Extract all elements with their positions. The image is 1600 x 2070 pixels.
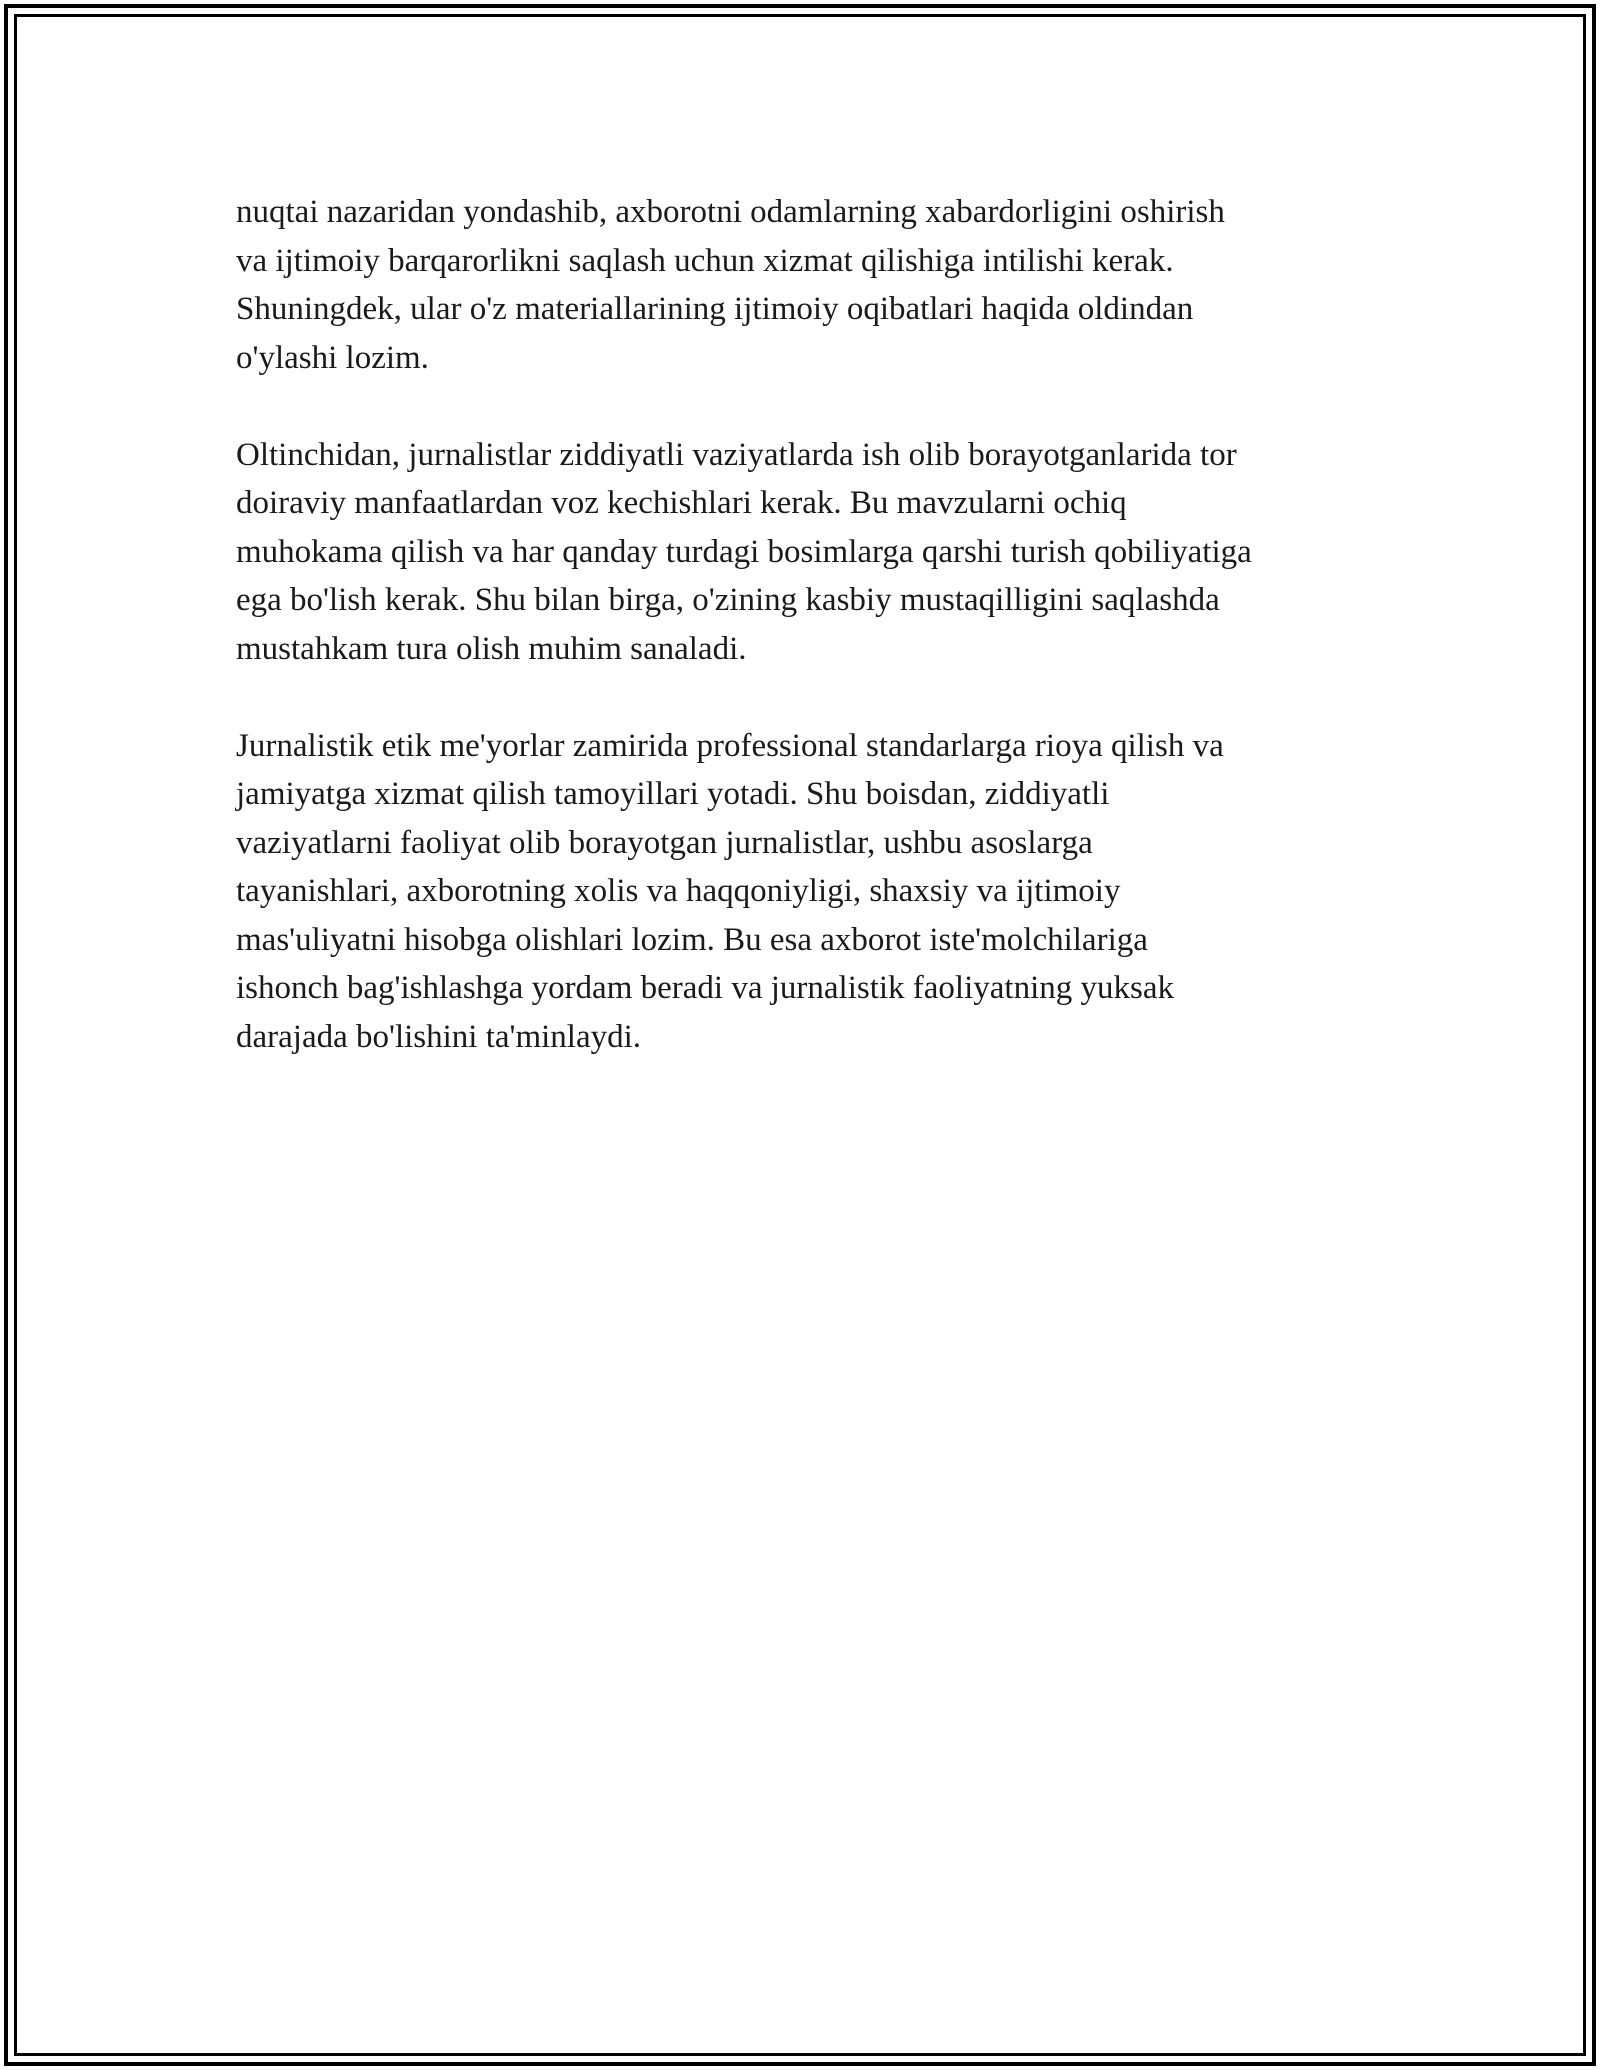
text-line: darajada bo'lishini ta'minlaydi. — [236, 1018, 642, 1055]
text-line: vaziyatlarni faoliyat olib borayotgan jurnalistlar, ushbu asoslarga — [236, 824, 1093, 861]
paragraph-1 — [236, 188, 1376, 382]
text-line: o'ylashi lozim. — [236, 339, 429, 376]
text-line: doiraviy manfaatlardan voz kechishlari kerak. Bu mavzularni ochiq — [236, 485, 1127, 521]
text-line: Oltinchidan, jurnalistlar ziddiyatli vaziyatlarda ish olib borayotganlarida tor — [236, 436, 1237, 473]
text-line: muhokama qilish va har qanday turdagi bosimlarga qarshi turish qobiliyatiga — [236, 533, 1252, 570]
paragraph-3 — [236, 722, 1376, 1062]
text-line: mustahkam tura olish muhim sanaladi. — [236, 630, 747, 667]
text-line: Jurnalistik etik me'yorlar zamirida professional standarlarga rioya qilish va — [236, 727, 1224, 764]
text-line: ega bo'lish kerak. Shu bilan birga, o'zining kasbiy mustaqilligini saqlashda — [236, 582, 1220, 618]
text-line: tayanishlari, axborotning xolis va haqqoniyligi, shaxsiy va ijtimoiy — [236, 873, 1121, 909]
text-line: Shuningdek, ular o'z materiallarining ijtimoiy oqibatlari haqida oldindan — [236, 291, 1194, 327]
text-line: mas'uliyatni hisobga olishlari lozim. Bu esa axborot iste'molchilariga — [236, 921, 1148, 958]
text-line: nuqtai nazaridan yondashib, axborotni odamlarning xabardorligini oshirish — [236, 194, 1225, 230]
text-line: ishonch bag'ishlashga yordam beradi va jurnalistik faoliyatning yuksak — [236, 970, 1174, 1006]
text-line: jamiyatga xizmat qilish tamoyillari yotadi. Shu boisdan, ziddiyatli — [236, 776, 1110, 812]
page-content — [236, 188, 1376, 1110]
paragraph-2 — [236, 431, 1376, 674]
text-line: va ijtimoiy barqarorlikni saqlash uchun xizmat qilishiga intilishi kerak. — [236, 242, 1174, 279]
